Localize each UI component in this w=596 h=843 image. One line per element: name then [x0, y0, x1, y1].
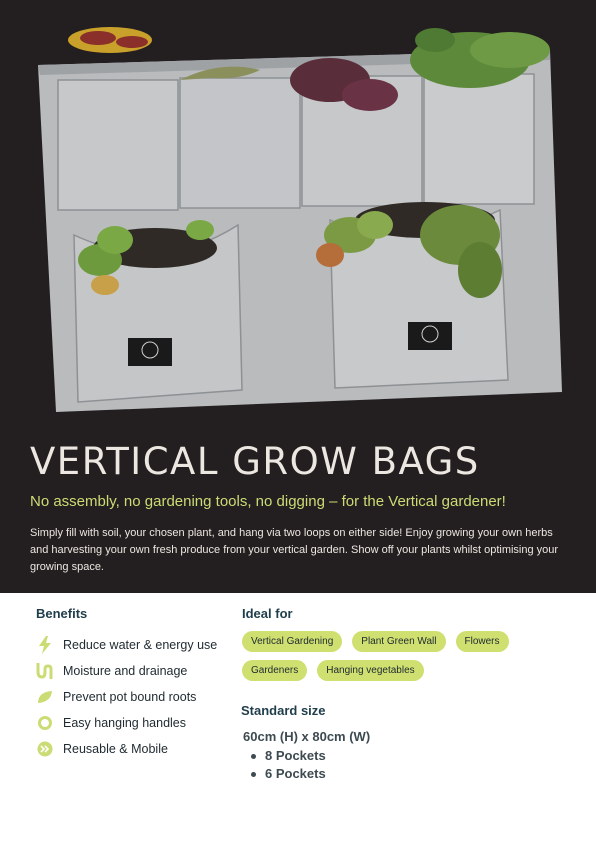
lightning-icon: [36, 636, 54, 654]
page-title: VERTICAL GROW BAGS: [30, 440, 480, 483]
benefit-label: Moisture and drainage: [63, 664, 188, 678]
tag-flowers: Flowers: [456, 631, 509, 652]
benefit-label: Prevent pot bound roots: [63, 690, 197, 704]
page-subtitle: No assembly, no gardening tools, no digging – for the Vertical gardener!: [30, 493, 506, 510]
list-item: [36, 684, 236, 710]
product-description: Simply fill with soil, your chosen plant, and hang via two loops on either side! Enjoy growing your own herbs and harvesting your own fresh produce from your vertical garden. Show off your plants whilst optimising your growing space.: [30, 527, 559, 573]
list-item: 6 Pockets: [265, 766, 326, 781]
size-dimensions: 60cm (H) x 80cm (W): [243, 729, 371, 744]
list-item: 8 Pockets: [265, 748, 326, 763]
ideal-for-section: [242, 606, 572, 681]
tag-hanging-vegetables: Hanging vegetables: [317, 660, 423, 681]
double-chevron-icon: [36, 740, 54, 758]
water-icon: [36, 662, 54, 680]
size-options-list: [265, 747, 326, 783]
tag-list: [242, 631, 542, 681]
leaf-icon: [36, 688, 54, 706]
tag-vertical-gardening: Vertical Gardening: [242, 631, 342, 652]
benefits-list: [36, 632, 236, 762]
list-item: [36, 632, 236, 658]
loop-icon: [36, 714, 54, 732]
benefit-label: Easy hanging handles: [63, 716, 187, 730]
list-item: [36, 710, 236, 736]
benefit-label: Reusable & Mobile: [63, 742, 168, 756]
tag-plant-green-wall: Plant Green Wall: [352, 631, 445, 652]
benefits-heading: Benefits: [36, 606, 88, 621]
list-item: [36, 658, 236, 684]
benefits-section: [36, 606, 236, 762]
tag-gardeners: Gardeners: [242, 660, 307, 681]
benefit-label: Reduce water & energy use: [63, 638, 218, 652]
standard-size-heading: Standard size: [241, 703, 326, 718]
ideal-for-heading: Ideal for: [242, 606, 293, 621]
list-item: [36, 736, 236, 762]
grow-bag-photo: [30, 20, 565, 420]
